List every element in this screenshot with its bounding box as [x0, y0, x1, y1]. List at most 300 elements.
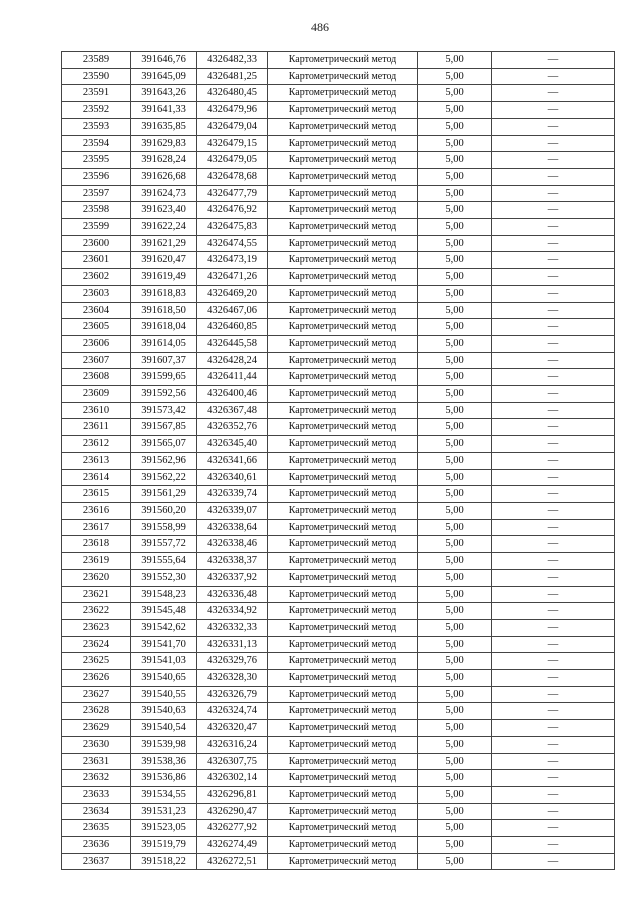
point-number-cell: 23605 — [62, 319, 131, 336]
accuracy-cell: 5,00 — [418, 285, 492, 302]
note-cell: — — [492, 352, 615, 369]
coord-y-cell: 4326277,92 — [197, 820, 268, 837]
accuracy-cell: 5,00 — [418, 703, 492, 720]
point-number-cell: 23626 — [62, 670, 131, 687]
accuracy-cell: 5,00 — [418, 502, 492, 519]
accuracy-cell: 5,00 — [418, 369, 492, 386]
accuracy-cell: 5,00 — [418, 553, 492, 570]
point-number-cell: 23628 — [62, 703, 131, 720]
method-cell: Картометрический метод — [268, 486, 418, 503]
coord-x-cell: 391599,65 — [131, 369, 197, 386]
table-row — [62, 502, 615, 519]
coord-y-cell: 4326332,33 — [197, 619, 268, 636]
method-cell: Картометрический метод — [268, 770, 418, 787]
table-row — [62, 335, 615, 352]
table-row — [62, 252, 615, 269]
point-number-cell: 23596 — [62, 168, 131, 185]
coord-x-cell: 391519,79 — [131, 837, 197, 854]
method-cell: Картометрический метод — [268, 68, 418, 85]
coord-x-cell: 391618,50 — [131, 302, 197, 319]
note-cell: — — [492, 820, 615, 837]
table-row — [62, 219, 615, 236]
coord-y-cell: 4326328,30 — [197, 670, 268, 687]
point-number-cell: 23614 — [62, 469, 131, 486]
table-row — [62, 853, 615, 870]
accuracy-cell: 5,00 — [418, 753, 492, 770]
note-cell: — — [492, 553, 615, 570]
table-row — [62, 553, 615, 570]
method-cell: Картометрический метод — [268, 519, 418, 536]
method-cell: Картометрический метод — [268, 703, 418, 720]
coord-x-cell: 391558,99 — [131, 519, 197, 536]
note-cell: — — [492, 369, 615, 386]
coord-y-cell: 4326307,75 — [197, 753, 268, 770]
accuracy-cell: 5,00 — [418, 452, 492, 469]
note-cell: — — [492, 402, 615, 419]
point-number-cell: 23621 — [62, 586, 131, 603]
table-row — [62, 586, 615, 603]
coord-y-cell: 4326336,48 — [197, 586, 268, 603]
table-row — [62, 52, 615, 69]
method-cell: Картометрический метод — [268, 469, 418, 486]
method-cell: Картометрический метод — [268, 269, 418, 286]
table-row — [62, 703, 615, 720]
method-cell: Картометрический метод — [268, 302, 418, 319]
method-cell: Картометрический метод — [268, 536, 418, 553]
coord-x-cell: 391541,03 — [131, 653, 197, 670]
point-number-cell: 23633 — [62, 786, 131, 803]
table-row — [62, 152, 615, 169]
accuracy-cell: 5,00 — [418, 536, 492, 553]
coord-x-cell: 391573,42 — [131, 402, 197, 419]
method-cell: Картометрический метод — [268, 252, 418, 269]
table-row — [62, 569, 615, 586]
note-cell: — — [492, 252, 615, 269]
point-number-cell: 23632 — [62, 770, 131, 787]
coord-y-cell: 4326473,19 — [197, 252, 268, 269]
accuracy-cell: 5,00 — [418, 619, 492, 636]
method-cell: Картометрический метод — [268, 786, 418, 803]
point-number-cell: 23634 — [62, 803, 131, 820]
coord-x-cell: 391643,26 — [131, 85, 197, 102]
note-cell: — — [492, 152, 615, 169]
coord-y-cell: 4326302,14 — [197, 770, 268, 787]
point-number-cell: 23618 — [62, 536, 131, 553]
coord-y-cell: 4326475,83 — [197, 219, 268, 236]
coord-y-cell: 4326428,24 — [197, 352, 268, 369]
table-row — [62, 402, 615, 419]
method-cell: Картометрический метод — [268, 837, 418, 854]
point-number-cell: 23627 — [62, 686, 131, 703]
accuracy-cell: 5,00 — [418, 219, 492, 236]
point-number-cell: 23595 — [62, 152, 131, 169]
point-number-cell: 23624 — [62, 636, 131, 653]
point-number-cell: 23607 — [62, 352, 131, 369]
coord-x-cell: 391540,55 — [131, 686, 197, 703]
note-cell: — — [492, 853, 615, 870]
method-cell: Картометрический метод — [268, 720, 418, 737]
method-cell: Картометрический метод — [268, 386, 418, 403]
table-row — [62, 135, 615, 152]
point-number-cell: 23610 — [62, 402, 131, 419]
accuracy-cell: 5,00 — [418, 102, 492, 119]
table-row — [62, 352, 615, 369]
page-number: 486 — [311, 20, 329, 34]
method-cell: Картометрический метод — [268, 553, 418, 570]
coord-x-cell: 391539,98 — [131, 736, 197, 753]
method-cell: Картометрический метод — [268, 235, 418, 252]
coord-y-cell: 4326274,49 — [197, 837, 268, 854]
method-cell: Картометрический метод — [268, 319, 418, 336]
coordinates-table — [61, 51, 615, 870]
point-number-cell: 23613 — [62, 452, 131, 469]
point-number-cell: 23604 — [62, 302, 131, 319]
point-number-cell: 23597 — [62, 185, 131, 202]
accuracy-cell: 5,00 — [418, 168, 492, 185]
coord-x-cell: 391540,54 — [131, 720, 197, 737]
point-number-cell: 23593 — [62, 118, 131, 135]
coord-y-cell: 4326320,47 — [197, 720, 268, 737]
coord-x-cell: 391618,83 — [131, 285, 197, 302]
table-row — [62, 85, 615, 102]
accuracy-cell: 5,00 — [418, 486, 492, 503]
table-row — [62, 603, 615, 620]
point-number-cell: 23606 — [62, 335, 131, 352]
table-row — [62, 319, 615, 336]
note-cell: — — [492, 720, 615, 737]
coord-y-cell: 4326334,92 — [197, 603, 268, 620]
coord-x-cell: 391540,65 — [131, 670, 197, 687]
coord-y-cell: 4326445,58 — [197, 335, 268, 352]
point-number-cell: 23637 — [62, 853, 131, 870]
method-cell: Картометрический метод — [268, 352, 418, 369]
accuracy-cell: 5,00 — [418, 335, 492, 352]
note-cell: — — [492, 469, 615, 486]
point-number-cell: 23629 — [62, 720, 131, 737]
method-cell: Картометрический метод — [268, 586, 418, 603]
accuracy-cell: 5,00 — [418, 653, 492, 670]
coord-x-cell: 391555,64 — [131, 553, 197, 570]
coord-x-cell: 391541,70 — [131, 636, 197, 653]
table-row — [62, 803, 615, 820]
note-cell: — — [492, 653, 615, 670]
table-row — [62, 653, 615, 670]
coord-y-cell: 4326479,05 — [197, 152, 268, 169]
note-cell: — — [492, 837, 615, 854]
table-row — [62, 786, 615, 803]
note-cell: — — [492, 102, 615, 119]
coord-y-cell: 4326296,81 — [197, 786, 268, 803]
point-number-cell: 23601 — [62, 252, 131, 269]
coord-x-cell: 391540,63 — [131, 703, 197, 720]
coord-x-cell: 391618,04 — [131, 319, 197, 336]
coord-x-cell: 391538,36 — [131, 753, 197, 770]
note-cell: — — [492, 118, 615, 135]
coord-y-cell: 4326338,46 — [197, 536, 268, 553]
table-row — [62, 720, 615, 737]
note-cell: — — [492, 770, 615, 787]
coord-x-cell: 391557,72 — [131, 536, 197, 553]
coord-x-cell: 391534,55 — [131, 786, 197, 803]
point-number-cell: 23598 — [62, 202, 131, 219]
method-cell: Картометрический метод — [268, 202, 418, 219]
accuracy-cell: 5,00 — [418, 837, 492, 854]
table-row — [62, 168, 615, 185]
table-row — [62, 369, 615, 386]
point-number-cell: 23599 — [62, 219, 131, 236]
coord-x-cell: 391641,33 — [131, 102, 197, 119]
method-cell: Картометрический метод — [268, 603, 418, 620]
method-cell: Картометрический метод — [268, 419, 418, 436]
method-cell: Картометрический метод — [268, 118, 418, 135]
method-cell: Картометрический метод — [268, 185, 418, 202]
table-row — [62, 670, 615, 687]
accuracy-cell: 5,00 — [418, 586, 492, 603]
point-number-cell: 23592 — [62, 102, 131, 119]
coord-y-cell: 4326478,68 — [197, 168, 268, 185]
coord-x-cell: 391518,22 — [131, 853, 197, 870]
coord-y-cell: 4326338,37 — [197, 553, 268, 570]
point-number-cell: 23612 — [62, 436, 131, 453]
point-number-cell: 23635 — [62, 820, 131, 837]
note-cell: — — [492, 219, 615, 236]
coord-x-cell: 391552,30 — [131, 569, 197, 586]
note-cell: — — [492, 269, 615, 286]
method-cell: Картометрический метод — [268, 452, 418, 469]
accuracy-cell: 5,00 — [418, 52, 492, 69]
table-row — [62, 419, 615, 436]
accuracy-cell: 5,00 — [418, 720, 492, 737]
point-number-cell: 23620 — [62, 569, 131, 586]
coord-x-cell: 391626,68 — [131, 168, 197, 185]
note-cell: — — [492, 319, 615, 336]
method-cell: Картометрический метод — [268, 502, 418, 519]
point-number-cell: 23619 — [62, 553, 131, 570]
table-row — [62, 519, 615, 536]
coord-y-cell: 4326345,40 — [197, 436, 268, 453]
note-cell: — — [492, 52, 615, 69]
coord-x-cell: 391523,05 — [131, 820, 197, 837]
note-cell: — — [492, 502, 615, 519]
coord-y-cell: 4326367,48 — [197, 402, 268, 419]
accuracy-cell: 5,00 — [418, 302, 492, 319]
note-cell: — — [492, 486, 615, 503]
coord-x-cell: 391592,56 — [131, 386, 197, 403]
table-row — [62, 386, 615, 403]
method-cell: Картометрический метод — [268, 753, 418, 770]
method-cell: Картометрический метод — [268, 803, 418, 820]
accuracy-cell: 5,00 — [418, 603, 492, 620]
method-cell: Картометрический метод — [268, 853, 418, 870]
coord-y-cell: 4326460,85 — [197, 319, 268, 336]
note-cell: — — [492, 603, 615, 620]
coord-y-cell: 4326338,64 — [197, 519, 268, 536]
coord-x-cell: 391607,37 — [131, 352, 197, 369]
accuracy-cell: 5,00 — [418, 419, 492, 436]
accuracy-cell: 5,00 — [418, 786, 492, 803]
accuracy-cell: 5,00 — [418, 135, 492, 152]
accuracy-cell: 5,00 — [418, 352, 492, 369]
coord-x-cell: 391622,24 — [131, 219, 197, 236]
coord-x-cell: 391531,23 — [131, 803, 197, 820]
accuracy-cell: 5,00 — [418, 85, 492, 102]
point-number-cell: 23609 — [62, 386, 131, 403]
accuracy-cell: 5,00 — [418, 736, 492, 753]
coord-y-cell: 4326474,55 — [197, 235, 268, 252]
point-number-cell: 23611 — [62, 419, 131, 436]
coord-x-cell: 391562,96 — [131, 452, 197, 469]
note-cell: — — [492, 619, 615, 636]
note-cell: — — [492, 68, 615, 85]
note-cell: — — [492, 202, 615, 219]
coord-x-cell: 391561,29 — [131, 486, 197, 503]
coord-y-cell: 4326469,20 — [197, 285, 268, 302]
note-cell: — — [492, 803, 615, 820]
table-row — [62, 102, 615, 119]
method-cell: Картометрический метод — [268, 369, 418, 386]
method-cell: Картометрический метод — [268, 402, 418, 419]
accuracy-cell: 5,00 — [418, 68, 492, 85]
accuracy-cell: 5,00 — [418, 118, 492, 135]
coord-x-cell: 391614,05 — [131, 335, 197, 352]
coord-x-cell: 391629,83 — [131, 135, 197, 152]
coord-x-cell: 391560,20 — [131, 502, 197, 519]
method-cell: Картометрический метод — [268, 285, 418, 302]
point-number-cell: 23625 — [62, 653, 131, 670]
table-row — [62, 536, 615, 553]
accuracy-cell: 5,00 — [418, 770, 492, 787]
table-row — [62, 302, 615, 319]
note-cell: — — [492, 436, 615, 453]
point-number-cell: 23636 — [62, 837, 131, 854]
table-row — [62, 202, 615, 219]
method-cell: Картометрический метод — [268, 619, 418, 636]
coord-y-cell: 4326326,79 — [197, 686, 268, 703]
point-number-cell: 23615 — [62, 486, 131, 503]
coord-x-cell: 391545,48 — [131, 603, 197, 620]
coord-x-cell: 391536,86 — [131, 770, 197, 787]
coord-x-cell: 391548,23 — [131, 586, 197, 603]
note-cell: — — [492, 736, 615, 753]
method-cell: Картометрический метод — [268, 168, 418, 185]
coord-y-cell: 4326329,76 — [197, 653, 268, 670]
coord-x-cell: 391565,07 — [131, 436, 197, 453]
table-row — [62, 820, 615, 837]
table-row — [62, 619, 615, 636]
note-cell: — — [492, 285, 615, 302]
accuracy-cell: 5,00 — [418, 185, 492, 202]
point-number-cell: 23603 — [62, 285, 131, 302]
method-cell: Картометрический метод — [268, 636, 418, 653]
note-cell: — — [492, 85, 615, 102]
method-cell: Картометрический метод — [268, 820, 418, 837]
method-cell: Картометрический метод — [268, 670, 418, 687]
method-cell: Картометрический метод — [268, 152, 418, 169]
table-row — [62, 469, 615, 486]
coord-x-cell: 391567,85 — [131, 419, 197, 436]
coord-y-cell: 4326324,74 — [197, 703, 268, 720]
accuracy-cell: 5,00 — [418, 202, 492, 219]
accuracy-cell: 5,00 — [418, 469, 492, 486]
coord-y-cell: 4326272,51 — [197, 853, 268, 870]
method-cell: Картометрический метод — [268, 135, 418, 152]
note-cell: — — [492, 703, 615, 720]
table-row — [62, 235, 615, 252]
point-number-cell: 23623 — [62, 619, 131, 636]
accuracy-cell: 5,00 — [418, 152, 492, 169]
accuracy-cell: 5,00 — [418, 820, 492, 837]
accuracy-cell: 5,00 — [418, 670, 492, 687]
table-row — [62, 185, 615, 202]
coord-y-cell: 4326339,07 — [197, 502, 268, 519]
coord-y-cell: 4326316,24 — [197, 736, 268, 753]
point-number-cell: 23617 — [62, 519, 131, 536]
coord-x-cell: 391624,73 — [131, 185, 197, 202]
table-row — [62, 736, 615, 753]
accuracy-cell: 5,00 — [418, 386, 492, 403]
note-cell: — — [492, 419, 615, 436]
accuracy-cell: 5,00 — [418, 853, 492, 870]
table-row — [62, 837, 615, 854]
accuracy-cell: 5,00 — [418, 402, 492, 419]
coord-y-cell: 4326339,74 — [197, 486, 268, 503]
note-cell: — — [492, 185, 615, 202]
method-cell: Картометрический метод — [268, 436, 418, 453]
point-number-cell: 23608 — [62, 369, 131, 386]
note-cell: — — [492, 386, 615, 403]
note-cell: — — [492, 302, 615, 319]
coord-y-cell: 4326290,47 — [197, 803, 268, 820]
coord-x-cell: 391635,85 — [131, 118, 197, 135]
table-row — [62, 770, 615, 787]
method-cell: Картометрический метод — [268, 653, 418, 670]
note-cell: — — [492, 636, 615, 653]
note-cell: — — [492, 519, 615, 536]
note-cell: — — [492, 536, 615, 553]
point-number-cell: 23630 — [62, 736, 131, 753]
note-cell: — — [492, 786, 615, 803]
note-cell: — — [492, 135, 615, 152]
method-cell: Картометрический метод — [268, 102, 418, 119]
method-cell: Картометрический метод — [268, 335, 418, 352]
method-cell: Картометрический метод — [268, 52, 418, 69]
coord-y-cell: 4326479,96 — [197, 102, 268, 119]
accuracy-cell: 5,00 — [418, 686, 492, 703]
table-row — [62, 118, 615, 135]
point-number-cell: 23600 — [62, 235, 131, 252]
point-number-cell: 23591 — [62, 85, 131, 102]
note-cell: — — [492, 452, 615, 469]
table-row — [62, 269, 615, 286]
accuracy-cell: 5,00 — [418, 803, 492, 820]
note-cell: — — [492, 753, 615, 770]
accuracy-cell: 5,00 — [418, 436, 492, 453]
table-row — [62, 686, 615, 703]
note-cell: — — [492, 686, 615, 703]
accuracy-cell: 5,00 — [418, 636, 492, 653]
point-number-cell: 23622 — [62, 603, 131, 620]
coord-y-cell: 4326477,79 — [197, 185, 268, 202]
coord-y-cell: 4326340,61 — [197, 469, 268, 486]
coord-y-cell: 4326482,33 — [197, 52, 268, 69]
coord-y-cell: 4326479,15 — [197, 135, 268, 152]
coord-y-cell: 4326337,92 — [197, 569, 268, 586]
coord-y-cell: 4326471,26 — [197, 269, 268, 286]
coord-x-cell: 391562,22 — [131, 469, 197, 486]
coord-x-cell: 391646,76 — [131, 52, 197, 69]
accuracy-cell: 5,00 — [418, 269, 492, 286]
table-row — [62, 636, 615, 653]
